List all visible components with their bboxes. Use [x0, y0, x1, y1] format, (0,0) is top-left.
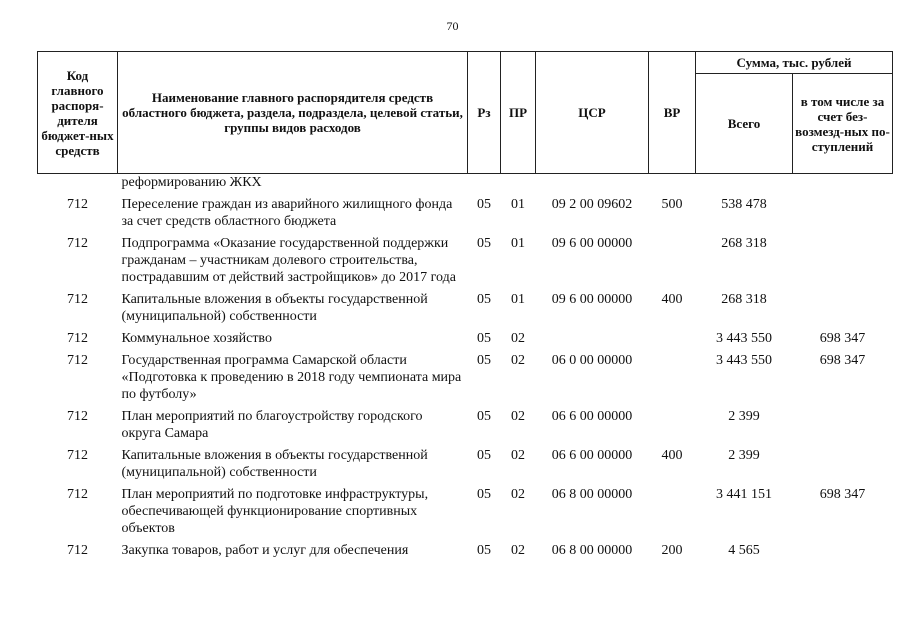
row-name: Закупка товаров, работ и услуг для обеспечения: [121, 543, 409, 558]
row-total: 2 399: [728, 448, 760, 463]
row-code: 712: [67, 331, 88, 346]
row-incl: 698 347: [819, 353, 866, 368]
row-total: 2 399: [728, 409, 760, 424]
table-row: [38, 191, 893, 230]
row-name: Переселение граждан из аварийного жилищного фонда за счет средств областного бюджета: [121, 197, 453, 229]
row-total: 4 565: [728, 543, 760, 558]
header-vr: ВР: [649, 52, 696, 174]
row-pr: 02: [511, 487, 525, 502]
continued-row: [38, 174, 893, 192]
row-total: 3 443 550: [716, 353, 772, 368]
row-code: 712: [67, 448, 88, 463]
row-rz: 05: [477, 543, 491, 558]
table-header: [38, 52, 893, 174]
row-code: 712: [67, 543, 88, 558]
header-pr: ПР: [501, 52, 536, 174]
row-csr: 09 6 00 00000: [551, 292, 633, 307]
row-rz: 05: [477, 331, 491, 346]
row-code: 712: [67, 292, 88, 307]
row-vr: 400: [661, 448, 683, 463]
header-total: Всего: [696, 74, 793, 174]
row-incl: [793, 191, 893, 230]
row-incl: [793, 403, 893, 442]
row-pr: 01: [511, 292, 525, 307]
table-row: [38, 347, 893, 403]
row-code: 712: [67, 236, 88, 251]
row-name: Капитальные вложения в объекты государственной (муниципальной) собственности: [121, 292, 428, 324]
row-vr: 500: [661, 197, 683, 212]
table-body: [38, 174, 893, 560]
header-incl: в том числе за счет без-возмезд-ных по-ступлений: [793, 74, 893, 174]
row-csr: 06 0 00 00000: [551, 353, 633, 368]
row-rz: 05: [477, 448, 491, 463]
row-pr: 02: [511, 409, 525, 424]
row-rz: 05: [477, 353, 491, 368]
row-csr: 09 6 00 00000: [551, 236, 633, 251]
row-rz: 05: [477, 197, 491, 212]
row-total: 3 441 151: [716, 487, 772, 502]
row-rz: 05: [477, 487, 491, 502]
row-code: 712: [67, 409, 88, 424]
row-vr: [649, 481, 696, 537]
row-vr: [649, 347, 696, 403]
row-code: 712: [67, 487, 88, 502]
row-csr: 06 6 00 00000: [551, 409, 633, 424]
continued-text: реформированию ЖКХ: [121, 175, 262, 190]
row-vr: [649, 403, 696, 442]
row-pr: 02: [511, 543, 525, 558]
row-total: 538 478: [721, 197, 767, 212]
header-csr: ЦСР: [536, 52, 649, 174]
row-code: 712: [67, 353, 88, 368]
row-code: 712: [67, 197, 88, 212]
row-vr: [649, 325, 696, 347]
row-name: План мероприятий по подготовке инфраструктуры, обеспечивающей функционирование спортивных объектов: [121, 487, 429, 536]
table-row: [38, 403, 893, 442]
row-incl: 698 347: [819, 331, 866, 346]
table-row: [38, 537, 893, 559]
row-pr: 01: [511, 236, 525, 251]
row-rz: 05: [477, 292, 491, 307]
row-name: План мероприятий по благоустройству городского округа Самара: [121, 409, 423, 441]
row-incl: [793, 442, 893, 481]
row-csr: 06 8 00 00000: [551, 487, 633, 502]
row-name: Капитальные вложения в объекты государственной (муниципальной) собственности: [121, 448, 428, 480]
row-pr: 01: [511, 197, 525, 212]
table-row: [38, 442, 893, 481]
row-name: Государственная программа Самарской области «Подготовка к проведению в 2018 году чемпионата мира по футболу»: [121, 353, 462, 402]
row-rz: 05: [477, 409, 491, 424]
table-row: [38, 286, 893, 325]
budget-table: [37, 51, 893, 559]
row-csr: 09 2 00 09602: [551, 197, 633, 212]
table-row: [38, 230, 893, 286]
page-number: 70: [446, 19, 459, 33]
row-vr: 400: [661, 292, 683, 307]
row-pr: 02: [511, 448, 525, 463]
row-rz: 05: [477, 236, 491, 251]
row-total: 3 443 550: [716, 331, 772, 346]
row-incl: 698 347: [819, 487, 866, 502]
row-total: 268 318: [721, 236, 767, 251]
table-row: [38, 325, 893, 347]
row-name: Подпрограмма «Оказание государственной поддержки гражданам – участникам долевого строительства, пострадавшим от действий застройщиков» до 2017 года: [121, 236, 456, 285]
row-pr: 02: [511, 353, 525, 368]
row-incl: [793, 286, 893, 325]
header-sum: Сумма, тыс. рублей: [696, 52, 893, 74]
row-csr: 06 6 00 00000: [551, 448, 633, 463]
row-pr: 02: [511, 331, 525, 346]
row-total: 268 318: [721, 292, 767, 307]
row-name: Коммунальное хозяйство: [121, 331, 272, 346]
row-incl: [793, 230, 893, 286]
header-rz: Рз: [468, 52, 501, 174]
row-vr: 200: [661, 543, 683, 558]
row-csr: 06 8 00 00000: [551, 543, 633, 558]
row-incl: [793, 537, 893, 559]
row-vr: [649, 230, 696, 286]
row-csr: [536, 325, 649, 347]
table-row: [38, 481, 893, 537]
header-code: Код главного распоря-дителя бюджет-ных средств: [38, 52, 118, 174]
header-name: Наименование главного распорядителя средств областного бюджета, раздела, подраздела, целевой статьи, группы видов расходов: [118, 52, 468, 174]
